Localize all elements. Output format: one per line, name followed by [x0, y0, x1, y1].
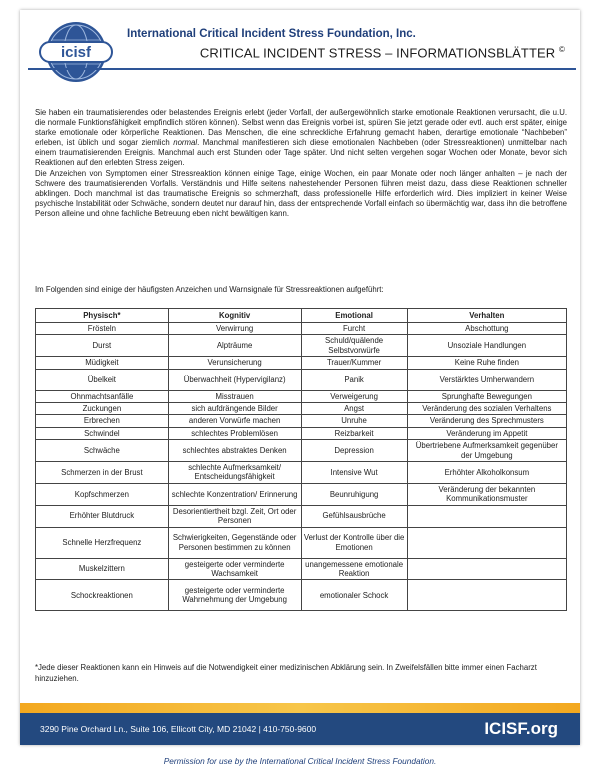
- org-name: International Critical Incident Stress Foundation, Inc.: [127, 28, 416, 40]
- table-row: [36, 440, 567, 462]
- table-cell: Desorientiertheit bzgl. Zeit, Ort oder Personen: [168, 505, 301, 527]
- paragraph-1: [35, 108, 567, 169]
- permission-note: Permission for use by the International Critical Incident Stress Foundation.: [163, 756, 437, 766]
- table-cell: Intensive Wut: [301, 462, 407, 484]
- table-cell: schlechte Aufmerksamkeit/ Entscheidungsfähigkeit: [168, 462, 301, 484]
- table-cell: Reizbarkeit: [301, 427, 407, 439]
- table-row: [36, 558, 567, 580]
- table-cell: anderen Vorwürfe machen: [168, 415, 301, 427]
- table-cell: Veränderung der bekannten Kommunikationsmuster: [407, 483, 566, 505]
- col-header: Kognitiv: [168, 309, 301, 323]
- p1-emphasis: normal: [173, 138, 198, 148]
- table-cell: [407, 558, 566, 580]
- p1-part: Sie haben ein traumatisierendes oder belastendes Ereignis erlebt (jeder Vorfall, der außergewöhnlich starke emotionale Reaktionen verursacht, die u.U. die normale Funktionsfähigkeit empfindlich stören können). Selbst wenn das Ereignis vorbei ist, spüren Sie jetzt gerade oder evtl. auch erst später, einige starke emotionale oder körperliche Reaktionen. Das Menschen, die eine schreckliche Erfahrung gemacht haben, derartige emotionale “Nachbeben” erleben, ist üblich und sogar ziemlich: [35, 108, 567, 148]
- table-row: [36, 323, 567, 335]
- table-cell: Misstrauen: [168, 390, 301, 402]
- table-cell: Furcht: [301, 323, 407, 335]
- table-row: [36, 580, 567, 611]
- icisf-logo: [32, 20, 120, 84]
- footnote: *Jede dieser Reaktionen kann ein Hinweis auf die Notwendigkeit einer medizinischen Abklärung sein. In Zweifelsfällen bitte immer einen Facharzt hinzuziehen.: [35, 663, 537, 683]
- table-row: [36, 403, 567, 415]
- table-cell: Unruhe: [301, 415, 407, 427]
- table-cell: Angst: [301, 403, 407, 415]
- table-cell: Verweigerung: [301, 390, 407, 402]
- symptoms-table: [35, 308, 567, 611]
- table-cell: Schwindel: [36, 427, 169, 439]
- table-cell: Schwierigkeiten, Gegenstände oder Personen bestimmen zu können: [168, 527, 301, 558]
- logo-text: icisf: [60, 44, 92, 61]
- table-cell: Veränderung im Appetit: [407, 427, 566, 439]
- table-cell: emotionaler Schock: [301, 580, 407, 611]
- table-cell: schlechtes Problemlösen: [168, 427, 301, 439]
- table-row: [36, 505, 567, 527]
- p1-part: . Manchmal manifestieren sich diese emotionalen Nachbeben (oder Stressreaktionen) unmittelbar nach einem traumatisierenden Ereignis. Manchmal auch erst Stunden oder Tage später. Und nicht selten vergehen sogar Wochen oder Monate, bevor sich Reaktionen auf den erlebten Stress zeigen.: [35, 138, 568, 168]
- table-cell: Depression: [301, 440, 407, 462]
- footer-bar: [20, 713, 580, 745]
- table-row: [36, 415, 567, 427]
- table-cell: Frösteln: [36, 323, 169, 335]
- title-text: CRITICAL INCIDENT STRESS – INFORMATIONSBLÄTTER: [199, 45, 556, 61]
- table-cell: Schwäche: [36, 440, 169, 462]
- page-title: [170, 45, 565, 60]
- table-row: [36, 369, 567, 390]
- table-cell: gesteigerte oder verminderte Wahrnehmung der Umgebung: [168, 580, 301, 611]
- col-header: Physisch*: [36, 309, 169, 323]
- table-row: [36, 427, 567, 439]
- paragraph-2: Die Anzeichen von Symptomen einer Stressreaktion können einige Tage, einige Wochen, ein paar Monate oder noch länger anhalten – je nach der Schwere des traumatisierenden Vorfalls. Verständnis und Hilfe seitens nahestehender Personen führen meist dazu, dass diese Reaktionen schneller abklingen. Doch manchmal ist das traumatische Ereignis so schmerzhaft, dass professionelle Hilfe erforderlich wird. Dies impliziert in keiner Weise psychische Instabilität oder Schwäche, sondern deutet nur darauf hin, dass der entsprechende Vorfall einfach so übermächtig war, dass ihn die betroffene Person alleine und ohne fachliche Betreuung eben nicht bewältigen kann.: [35, 168, 567, 218]
- table-row: [36, 483, 567, 505]
- table-cell: Erhöhter Alkoholkonsum: [407, 462, 566, 484]
- table-cell: Verlust der Kontrolle über die Emotionen: [301, 527, 407, 558]
- table-cell: [407, 505, 566, 527]
- table-cell: Durst: [36, 335, 169, 357]
- table-cell: Alpträume: [168, 335, 301, 357]
- table-row: [36, 390, 567, 402]
- table-cell: Veränderung des Sprechmusters: [407, 415, 566, 427]
- table-cell: Gefühlsausbrüche: [301, 505, 407, 527]
- table-cell: unangemessene emotionale Reaktion: [301, 558, 407, 580]
- table-cell: schlechte Konzentration/ Erinnerung: [168, 483, 301, 505]
- table-intro: Im Folgenden sind einige der häufigsten Anzeichen und Warnsignale für Stressreaktionen aufgeführt:: [35, 285, 384, 294]
- footer-site-link[interactable]: ICISF.org: [484, 719, 558, 738]
- table-cell: Zuckungen: [36, 403, 169, 415]
- table-cell: [407, 580, 566, 611]
- table-cell: [407, 527, 566, 558]
- table-cell: Sprunghafte Bewegungen: [407, 390, 566, 402]
- table-cell: Trauer/Kummer: [301, 357, 407, 369]
- table-cell: schlechtes abstraktes Denken: [168, 440, 301, 462]
- table-cell: Ohnmachtsanfälle: [36, 390, 169, 402]
- table-cell: Verstärktes Umherwandern: [407, 369, 566, 390]
- table-cell: Schmerzen in der Brust: [36, 462, 169, 484]
- table-cell: Verunsicherung: [168, 357, 301, 369]
- table-row: [36, 462, 567, 484]
- copyright-mark: ©: [559, 45, 565, 54]
- table-cell: Panik: [301, 369, 407, 390]
- table-cell: Keine Ruhe finden: [407, 357, 566, 369]
- col-header: Verhalten: [407, 309, 566, 323]
- table-cell: gesteigerte oder verminderte Wachsamkeit: [168, 558, 301, 580]
- table-header-row: [36, 309, 567, 323]
- table-cell: Kopfschmerzen: [36, 483, 169, 505]
- table-cell: Beunruhigung: [301, 483, 407, 505]
- table-cell: Abschottung: [407, 323, 566, 335]
- table-cell: Unsoziale Handlungen: [407, 335, 566, 357]
- table-cell: Schockreaktionen: [36, 580, 169, 611]
- table-row: [36, 357, 567, 369]
- table-cell: Überwachheit (Hypervigilanz): [168, 369, 301, 390]
- footer-stripe: [20, 703, 580, 713]
- table-cell: Erbrechen: [36, 415, 169, 427]
- table-cell: Erhöhter Blutdruck: [36, 505, 169, 527]
- table-cell: Schuld/quälende Selbstvorwürfe: [301, 335, 407, 357]
- table-cell: Muskelzittern: [36, 558, 169, 580]
- table-cell: Verwirrung: [168, 323, 301, 335]
- table-cell: sich aufdrängende Bilder: [168, 403, 301, 415]
- header-rule: [28, 68, 576, 70]
- footer-address: 3290 Pine Orchard Ln., Suite 106, Ellicott City, MD 21042 | 410-750-9600: [40, 724, 317, 734]
- table-cell: Schnelle Herzfrequenz: [36, 527, 169, 558]
- table-row: [36, 335, 567, 357]
- table-cell: Müdigkeit: [36, 357, 169, 369]
- col-header: Emotional: [301, 309, 407, 323]
- table-cell: Übertriebene Aufmerksamkeit gegenüber der Umgebung: [407, 440, 566, 462]
- table-cell: Veränderung des sozialen Verhaltens: [407, 403, 566, 415]
- table-cell: Übelkeit: [36, 369, 169, 390]
- table-row: [36, 527, 567, 558]
- body-text: [35, 108, 567, 219]
